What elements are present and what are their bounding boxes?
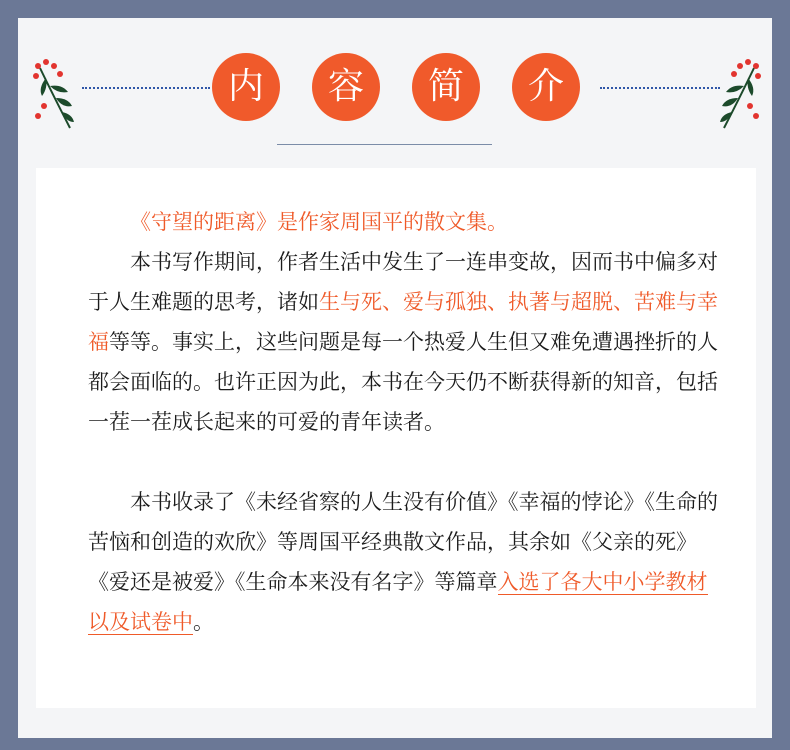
paragraph-contents-start: 本书收录了《未经省察的人生没有价值》《幸福的悖论》《生命的苦恼和创造的欢欣》等周国平经典散文作品，其余如《父亲的死》《爱还是被爱》《生命本来没有名字》等篇章 — [88, 490, 718, 594]
paragraph-spacer — [88, 442, 728, 482]
page-frame — [18, 18, 772, 738]
textbook-highlight: 入选了各大中小学教材以及试卷中 — [88, 570, 708, 634]
red-berry-branch-icon — [32, 58, 76, 134]
red-berry-branch-icon — [718, 58, 762, 134]
paragraph-themes-start: 本书写作期间，作者生活中发生了一连串变故，因而书中偏多对于人生难题的思考，诸如 — [88, 250, 718, 314]
paragraph-themes — [88, 242, 728, 442]
intro-text — [88, 202, 728, 642]
title-char-4: 介 — [512, 53, 580, 121]
title-char-2: 容 — [312, 53, 380, 121]
paragraph-contents-end: 。 — [193, 610, 214, 634]
title-char-3: 简 — [412, 53, 480, 121]
paragraph-themes-end: 等等。事实上，这些问题是每一个热爱人生但又难免遭遇挫折的人都会面临的。也许正因为此，本书在今天仍不断获得新的知音，包括一茬一茬成长起来的可爱的青年读者。 — [88, 330, 718, 434]
left-dotted-line — [82, 87, 210, 89]
content-card — [36, 168, 756, 708]
header-underline — [277, 144, 492, 145]
themes-highlight: 生与死、爱与孤独、执著与超脱、苦难与幸福 — [88, 290, 718, 354]
section-header — [18, 18, 772, 168]
title-char-1: 内 — [212, 53, 280, 121]
paragraph-title-line — [88, 202, 728, 242]
right-dotted-line — [600, 87, 720, 89]
book-intro-line: 《守望的距离》是作家周国平的散文集。 — [130, 210, 508, 234]
paragraph-contents — [88, 482, 728, 642]
